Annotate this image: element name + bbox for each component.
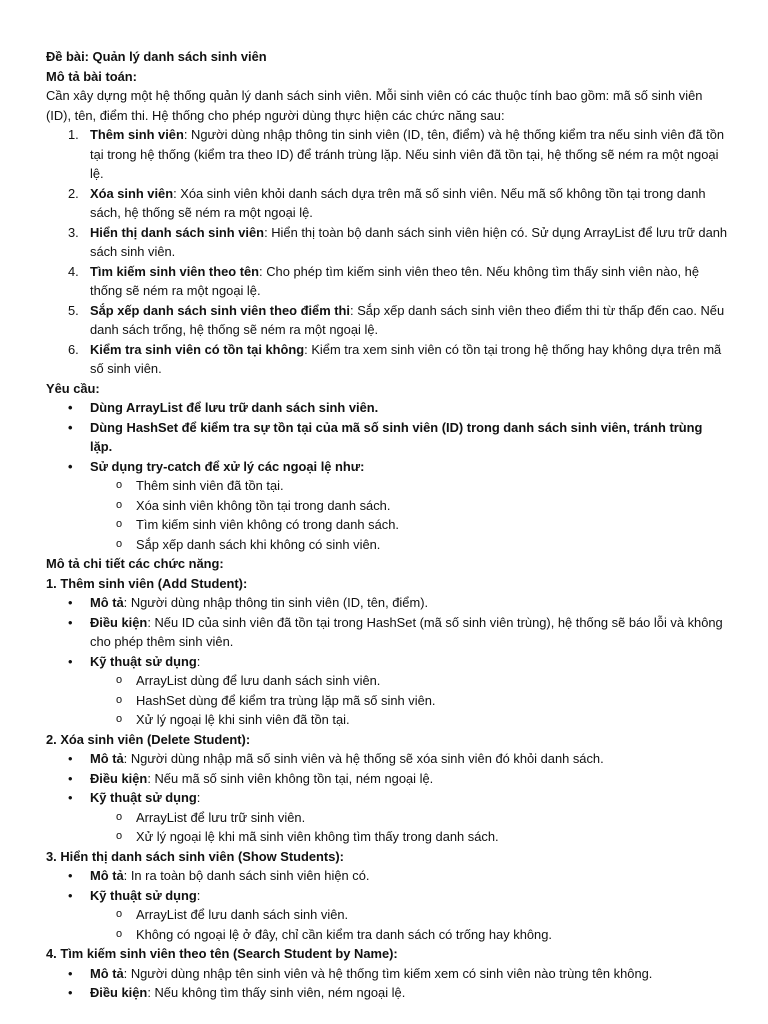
detail-heading: Mô tả chi tiết các chức năng: <box>46 556 224 571</box>
item-label: Mô tả <box>90 751 124 766</box>
section-heading: 4. Tìm kiếm sinh viên theo tên (Search Student by Name): <box>46 946 398 961</box>
bullet-icon: • <box>68 595 73 610</box>
bullet-icon: • <box>68 790 73 805</box>
item-text: : Nếu không tìm thấy sinh viên, ném ngoại lệ. <box>147 985 406 1000</box>
sub-item-text: Xử lý ngoại lệ khi mã sinh viên không tìm thấy trong danh sách. <box>136 829 499 844</box>
sub-item-text: ArrayList để lưu trữ sinh viên. <box>136 809 306 825</box>
circle-bullet-icon: o <box>116 518 123 530</box>
exception-text: Sắp xếp danh sách khi không có sinh viên. <box>136 536 381 552</box>
sub-item <box>46 671 728 691</box>
sub-item-text: HashSet dùng để kiểm tra trùng lặp mã số sinh viên. <box>136 692 436 708</box>
item-label: Kỹ thuật sử dụng <box>90 653 197 669</box>
circle-bullet-icon: o <box>116 498 123 511</box>
requirements-list <box>46 398 728 554</box>
section-item <box>46 593 728 613</box>
item-label: Mô tả <box>90 868 124 883</box>
function-list <box>46 125 728 379</box>
function-item <box>46 223 728 262</box>
exception-item <box>46 535 728 555</box>
circle-bullet-icon: o <box>116 674 123 686</box>
exception-text: Tìm kiếm sinh viên không có trong danh sách. <box>136 517 399 532</box>
sub-item <box>46 691 728 711</box>
circle-bullet-icon: o <box>116 830 123 842</box>
item-text: : <box>196 790 201 805</box>
function-desc: : Hiển thị toàn bộ danh sách sinh viên hiện có. Sử dụng ArrayList để lưu trữ danh sách sinh viên. <box>90 224 728 259</box>
function-item <box>46 301 728 340</box>
section-item <box>46 613 728 652</box>
section-item <box>46 866 728 886</box>
circle-bullet-icon: o <box>116 479 123 491</box>
function-name: Xóa sinh viên <box>90 185 174 201</box>
exception-text: Xóa sinh viên không tồn tại trong danh sách. <box>136 497 391 513</box>
item-label: Mô tả <box>90 965 124 981</box>
exception-item <box>46 476 728 496</box>
function-desc: : Kiểm tra xem sinh viên có tồn tại trong hệ thống hay không dựa trên mã số sinh viên. <box>90 341 722 376</box>
item-text: : Nếu mã số sinh viên không tồn tại, ném ngoại lệ. <box>147 770 434 786</box>
bullet-icon: • <box>68 458 73 474</box>
list-number: 2. <box>68 185 79 201</box>
function-desc: : Cho phép tìm kiếm sinh viên theo tên. Nếu không tìm thấy sinh viên nào, hệ thống sẽ ném ra một ngoại lệ. <box>90 263 700 298</box>
item-text: : In ra toàn bộ danh sách sinh viên hiện có. <box>123 868 370 883</box>
function-item <box>46 340 728 379</box>
section-item <box>46 788 728 808</box>
section-item <box>46 886 728 906</box>
function-name: Kiểm tra sinh viên có tồn tại không <box>90 341 305 357</box>
sub-item <box>46 808 728 828</box>
bullet-icon: • <box>68 985 73 1000</box>
circle-bullet-icon: o <box>116 908 123 920</box>
requirement-text: Dùng ArrayList để lưu trữ danh sách sinh viên. <box>90 400 379 415</box>
function-name: Sắp xếp danh sách sinh viên theo điểm thi <box>90 302 351 318</box>
item-label: Điều kiện <box>90 770 148 786</box>
sub-item <box>46 925 728 945</box>
requirement-item <box>46 418 728 457</box>
item-text: : Người dùng nhập tên sinh viên và hệ thống tìm kiếm xem có sinh viên nào trùng tên không. <box>123 965 653 981</box>
bullet-icon: • <box>68 400 73 415</box>
function-desc: : Sắp xếp danh sách sinh viên theo điểm thi từ thấp đến cao. Nếu danh sách trống, hệ thống sẽ ném ra một ngoại lệ. <box>90 302 725 337</box>
bullet-icon: • <box>68 751 73 766</box>
bullet-icon: • <box>68 868 73 883</box>
section-heading: 1. Thêm sinh viên (Add Student): <box>46 575 248 591</box>
function-name: Hiển thị danh sách sinh viên <box>90 224 265 240</box>
list-number: 5. <box>68 302 79 318</box>
section-heading: 2. Xóa sinh viên (Delete Student): <box>46 731 251 747</box>
section-item <box>46 769 728 789</box>
function-item <box>46 262 728 301</box>
function-name: Tìm kiếm sinh viên theo tên <box>90 263 260 279</box>
exception-item <box>46 496 728 516</box>
sub-item <box>46 905 728 925</box>
requirement-text: Dùng HashSet để kiểm tra sự tồn tại của mã số sinh viên (ID) trong danh sách sinh viên, tránh trùng lặp. <box>90 419 703 454</box>
list-number: 3. <box>68 224 79 240</box>
requirement-text: Sử dụng try-catch để xử lý các ngoại lệ như: <box>90 458 365 474</box>
exception-text: Thêm sinh viên đã tồn tại. <box>136 478 284 493</box>
item-label: Điều kiện <box>90 985 148 1000</box>
section-heading: 3. Hiển thị danh sách sinh viên (Show Students): <box>46 848 344 864</box>
bullet-icon: • <box>68 614 73 630</box>
circle-bullet-icon: o <box>116 537 123 550</box>
bullet-icon: • <box>68 419 73 435</box>
sub-item <box>46 710 728 730</box>
item-label: Điều kiện <box>90 614 148 630</box>
section-item <box>46 652 728 672</box>
exception-item <box>46 515 728 535</box>
list-number: 4. <box>68 263 79 279</box>
function-name: Thêm sinh viên <box>90 127 184 142</box>
item-text: : Người dùng nhập mã số sinh viên và hệ thống sẽ xóa sinh viên đó khỏi danh sách. <box>123 751 604 766</box>
circle-bullet-icon: o <box>116 927 123 940</box>
requirement-item <box>46 398 728 418</box>
list-number: 1. <box>68 127 79 142</box>
function-item <box>46 125 728 184</box>
item-text: : <box>196 887 201 903</box>
bullet-icon: • <box>68 965 73 981</box>
section-item <box>46 749 728 769</box>
requirement-item <box>46 457 728 477</box>
document-title: Đề bài: Quản lý danh sách sinh viên <box>46 49 267 64</box>
item-text: : <box>196 653 201 669</box>
circle-bullet-icon: o <box>116 693 123 706</box>
function-item <box>46 184 728 223</box>
circle-bullet-icon: o <box>116 810 123 823</box>
function-desc: : Người dùng nhập thông tin sinh viên (ID, tên, điểm) và hệ thống kiểm tra nếu sinh viên đã tồn tại trong hệ thống (kiểm tra theo ID) để tránh trùng lặp. Nếu sinh viên đã tồn tại, hệ thống sẽ ném ra một ngoại lệ. <box>90 127 725 181</box>
description-text: Cần xây dựng một hệ thống quản lý danh sách sinh viên. Mỗi sinh viên có các thuộc tính bao gồm: mã số sinh viên (ID), tên, điểm thi. Hệ thống cho phép người dùng thực hiện các chức năng sau: <box>46 88 703 123</box>
sub-item <box>46 827 728 847</box>
item-label: Mô tả <box>90 595 124 610</box>
item-text: : Người dùng nhập thông tin sinh viên (ID, tên, điểm). <box>123 595 429 610</box>
list-number: 6. <box>68 341 79 357</box>
item-label: Kỹ thuật sử dụng <box>90 790 197 805</box>
sub-item-text: Không có ngoại lệ ở đây, chỉ cần kiểm tra danh sách có trống hay không. <box>136 926 552 942</box>
bullet-icon: • <box>68 770 73 786</box>
item-text: : Nếu ID của sinh viên đã tồn tại trong HashSet (mã số sinh viên trùng), hệ thống sẽ báo lỗi và không cho phép thêm sinh viên. <box>90 614 723 649</box>
section-item <box>46 964 728 984</box>
sub-item-text: Xử lý ngoại lệ khi sinh viên đã tồn tại. <box>136 712 350 727</box>
item-label: Kỹ thuật sử dụng <box>90 887 197 903</box>
sub-item-text: ArrayList dùng để lưu danh sách sinh viên. <box>136 673 381 688</box>
bullet-icon: • <box>68 887 73 903</box>
sub-item-text: ArrayList để lưu danh sách sinh viên. <box>136 907 349 922</box>
section-item <box>46 983 728 1003</box>
bullet-icon: • <box>68 653 73 669</box>
description-heading: Mô tả bài toán: <box>46 68 137 84</box>
function-desc: : Xóa sinh viên khỏi danh sách dựa trên mã số sinh viên. Nếu mã số không tồn tại trong danh sách, hệ thống sẽ ném ra một ngoại lệ. <box>90 185 706 220</box>
circle-bullet-icon: o <box>116 713 123 725</box>
requirements-heading: Yêu cầu: <box>46 380 100 396</box>
